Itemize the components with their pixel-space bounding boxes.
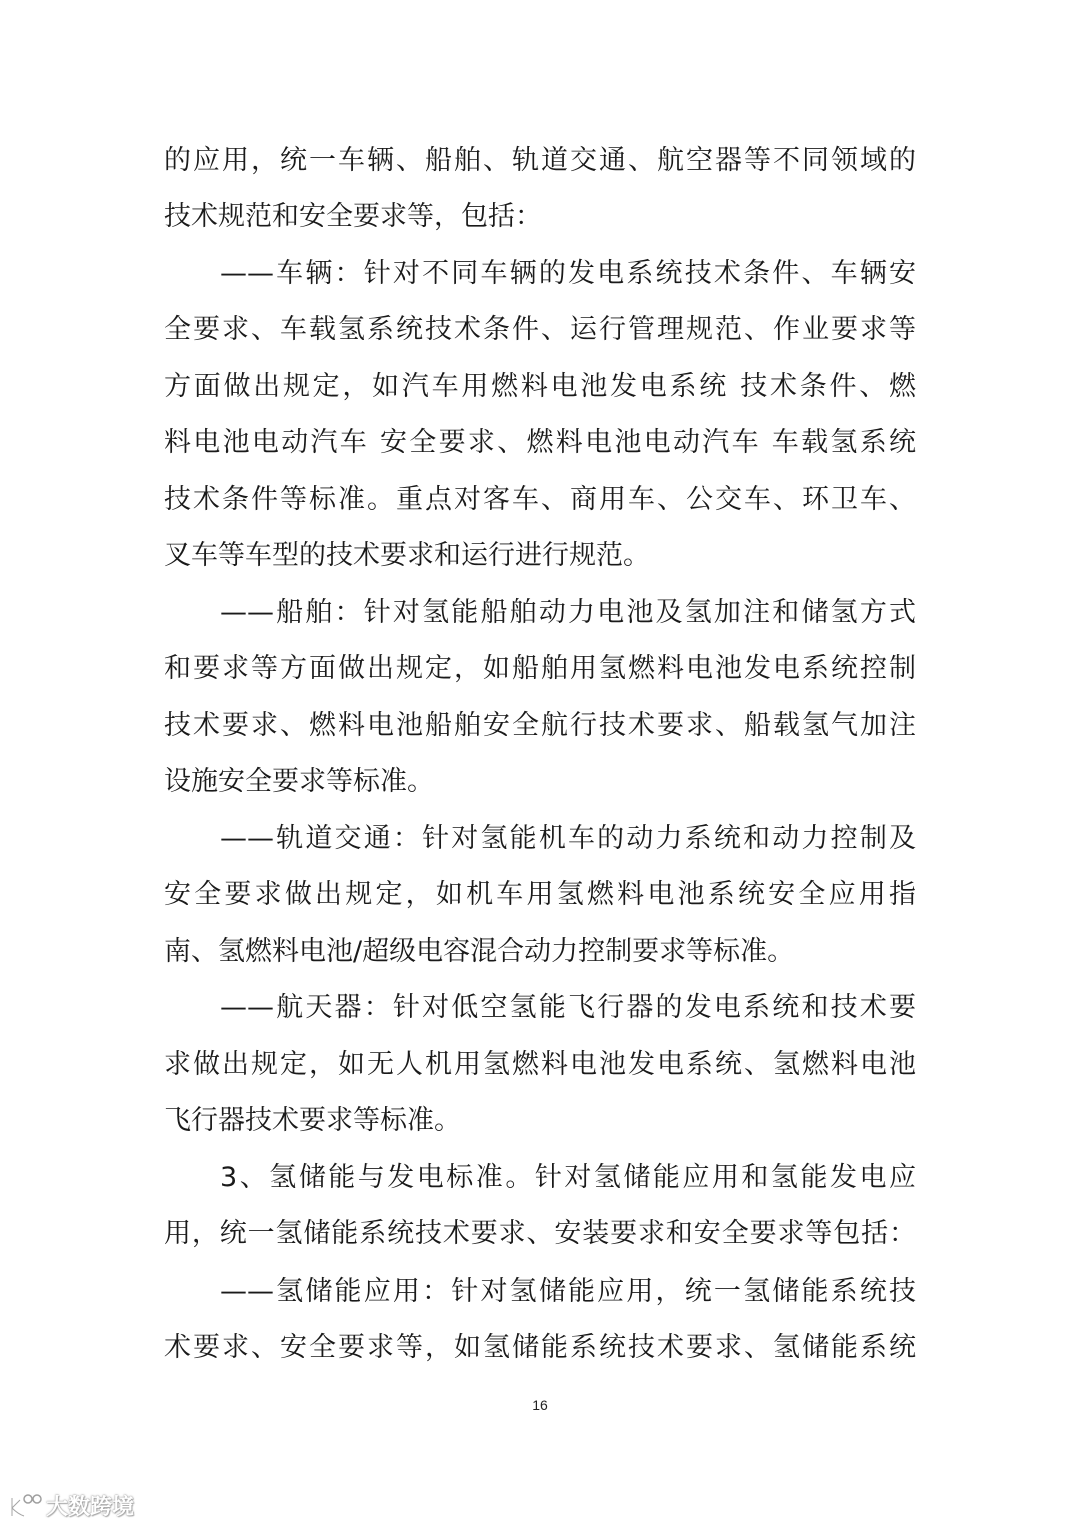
watermark-text: 大数跨境 [46,1495,135,1520]
text-line: 和要求等方面做出规定，如船舶用氢燃料电池发电系统控制 [164,653,916,684]
text-line: 用，统一氢储能系统技术要求、安装要求和安全要求等包括： [164,1218,916,1249]
text-line: 南、氢燃料电池/超级电容混合动力控制要求等标准。 [164,936,795,967]
k100-logo-icon [8,1492,42,1520]
text-line: ——车辆：针对不同车辆的发电系统技术条件、车辆安 [220,258,916,289]
page-number: 16 [532,1397,548,1413]
text-line: 方面做出规定，如汽车用燃料电池发电系统 技术条件、燃 [164,371,916,402]
text-line: 技术要求、燃料电池船舶安全航行技术要求、船载氢气加注 [164,710,916,741]
text-line: 飞行器技术要求等标准。 [164,1105,461,1136]
text-line: 技术规范和安全要求等，包括： [164,201,542,232]
watermark [8,1490,134,1521]
text-line: 全要求、车载氢系统技术条件、运行管理规范、作业要求等 [164,314,916,345]
text-line: 术要求、安全要求等，如氢储能系统技术要求、氢储能系统 [164,1332,916,1363]
text-line: 技术条件等标准。重点对客车、商用车、公交车、环卫车、 [164,484,916,515]
text-line: 料电池电动汽车 安全要求、燃料电池电动汽车 车载氢系统 [164,427,916,458]
text-line: 的应用，统一车辆、船舶、轨道交通、航空器等不同领域的 [164,145,916,176]
text-line: 安全要求做出规定，如机车用氢燃料电池系统安全应用指 [164,879,916,910]
text-line: 求做出规定，如无人机用氢燃料电池发电系统、氢燃料电池 [164,1049,916,1080]
text-line: 设施安全要求等标准。 [164,766,434,797]
text-line: 叉车等车型的技术要求和运行进行规范。 [164,540,650,571]
text-line: ——船舶：针对氢能船舶动力电池及氢加注和储氢方式 [220,597,916,628]
text-line: ——轨道交通：针对氢能机车的动力系统和动力控制及 [220,823,916,854]
text-line: 3、氢储能与发电标准。针对氢储能应用和氢能发电应 [220,1162,916,1193]
text-line: ——航天器：针对低空氢能飞行器的发电系统和技术要 [220,992,916,1023]
text-line: ——氢储能应用：针对氢储能应用，统一氢储能系统技 [220,1276,916,1307]
